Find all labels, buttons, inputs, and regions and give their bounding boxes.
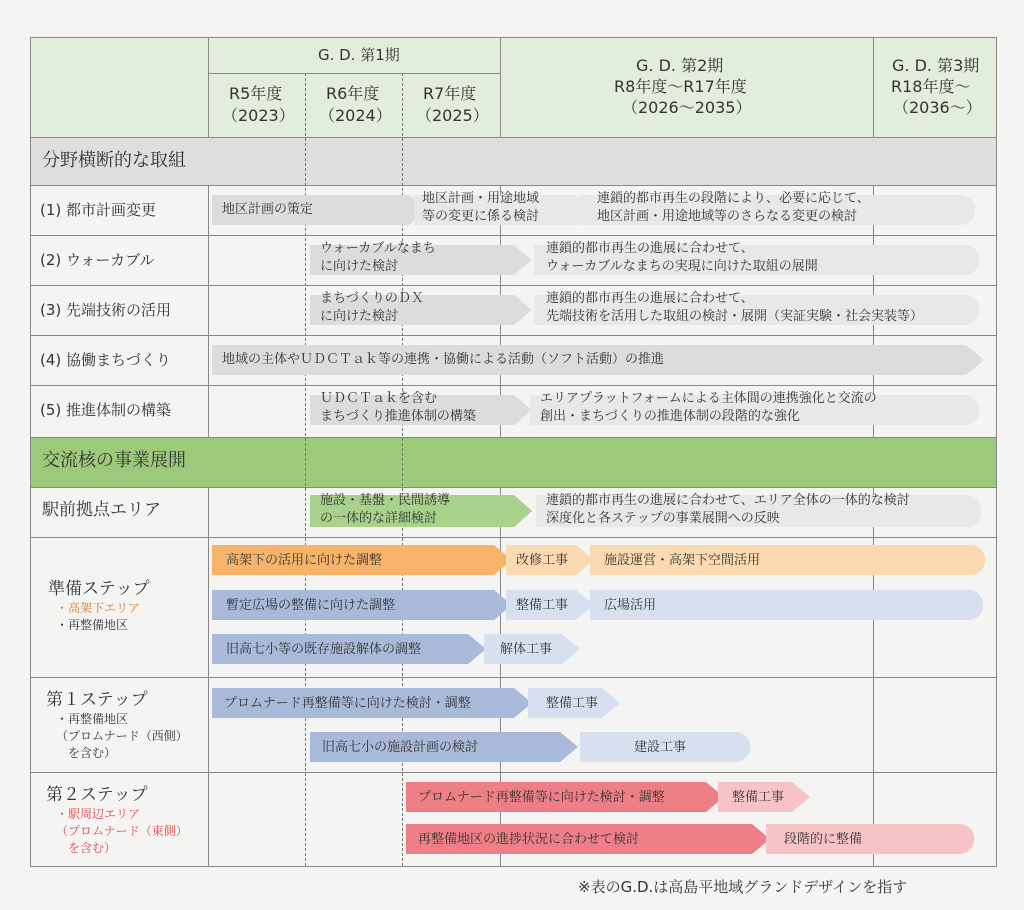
grid-line bbox=[30, 866, 997, 867]
grid-line bbox=[30, 285, 997, 286]
gd2-years: R8年度～R17年度 bbox=[614, 77, 747, 96]
r5-label: R5年度 bbox=[229, 84, 283, 103]
grid-line bbox=[30, 335, 997, 336]
bar-label: 等の変更に係る検討 bbox=[422, 209, 540, 224]
step-sub-prep-1: ・高架下エリア bbox=[56, 601, 141, 615]
bar-label: 創出・まちづくりの推進体制の段階的な強化 bbox=[540, 409, 800, 424]
grid-line bbox=[208, 487, 209, 866]
bar-label: の一体的な詳細検討 bbox=[320, 511, 438, 526]
bar-label: プロムナード再整備等に向けた検討・調整 bbox=[418, 790, 665, 805]
bar-label: ウォーカブルなまち bbox=[320, 241, 436, 256]
bar-label: まちづくり推進体制の構築 bbox=[320, 409, 476, 424]
grid-line bbox=[500, 37, 501, 137]
bar-label: 整備工事 bbox=[546, 696, 599, 711]
gd2-range: （2026～2035） bbox=[622, 98, 752, 117]
bar-label: 施設・基盤・民間誘導 bbox=[320, 493, 451, 508]
bar-label: に向けた検討 bbox=[320, 259, 399, 274]
step-title-prep: 準備ステップ bbox=[48, 579, 150, 599]
grid-line bbox=[30, 37, 997, 38]
r6-label: R6年度 bbox=[326, 84, 380, 103]
grid-line bbox=[30, 677, 997, 678]
r7-year: （2025） bbox=[416, 106, 489, 125]
gd3-title: G. D. 第3期 bbox=[892, 56, 980, 75]
bar-label: 連鎖的都市再生の進展に合わせて、エリア全体の一体的な検討 bbox=[546, 493, 910, 508]
grid-line bbox=[30, 385, 997, 386]
grid-line bbox=[873, 487, 874, 866]
grid-line bbox=[30, 487, 997, 488]
bar-label: 連鎖的都市再生の進展に合わせて、 bbox=[546, 291, 754, 306]
bar-label: 解体工事 bbox=[500, 642, 553, 657]
r5-year: （2023） bbox=[222, 106, 295, 125]
gd3-years: R18年度～ bbox=[891, 77, 971, 96]
grid-line bbox=[996, 37, 997, 866]
bar-label: 地区計画・用途地域等のさらなる変更の検討 bbox=[597, 209, 858, 224]
gd3-range: （2036～） bbox=[893, 98, 982, 117]
bar-label: 改修工事 bbox=[516, 553, 569, 568]
grid-line bbox=[208, 73, 500, 74]
gd1-title: G. D. 第1期 bbox=[318, 46, 400, 64]
grid-line bbox=[208, 185, 209, 437]
bar-label: 深度化と各ステップの事業展開への反映 bbox=[546, 511, 780, 526]
footnote: ※表のG.D.は高島平地域グランドデザインを指す bbox=[578, 878, 908, 896]
step-sub-2b: （プロムナード（東側） bbox=[56, 824, 188, 838]
bar-label: 旧高七小の施設計画の検討 bbox=[322, 740, 479, 755]
bar-label: 地域の主体やＵＤＣＴａｋ等の連携・協働による活動（ソフト活動）の推進 bbox=[222, 352, 665, 367]
bar-label: 地区計画の策定 bbox=[222, 202, 314, 217]
bar-label: 整備工事 bbox=[516, 598, 569, 613]
bar-label: 暫定広場の整備に向けた調整 bbox=[226, 598, 396, 613]
grid-line bbox=[208, 37, 209, 137]
bar-label: 連鎖的都市再生の進展に合わせて、 bbox=[546, 241, 754, 256]
step-sub-1a: ・再整備地区 bbox=[56, 712, 129, 726]
grid-line bbox=[30, 772, 997, 773]
section-title-hub: 交流核の事業展開 bbox=[42, 450, 186, 471]
grid-line bbox=[30, 235, 997, 236]
row-label-collab: (4) 協働まちづくり bbox=[40, 351, 171, 369]
grid-dash bbox=[305, 73, 306, 866]
r7-label: R7年度 bbox=[423, 84, 477, 103]
step-sub-1b: （プロムナード（西側） bbox=[56, 729, 188, 743]
step-sub-2a: ・駅周辺エリア bbox=[56, 807, 141, 821]
bar-label: 段階的に整備 bbox=[784, 832, 863, 847]
grid-line bbox=[873, 37, 874, 137]
grid-line bbox=[30, 437, 997, 438]
bar-label: まちづくりのＤＸ bbox=[320, 291, 424, 306]
row-label-tech: (3) 先端技術の活用 bbox=[40, 301, 172, 319]
row-label-urban-plan: (1) 都市計画変更 bbox=[40, 201, 157, 219]
table-header bbox=[30, 37, 997, 137]
bar-label: 広場活用 bbox=[604, 598, 657, 613]
bar-label: プロムナード再整備等に向けた検討・調整 bbox=[224, 696, 471, 711]
r6-year: （2024） bbox=[319, 106, 392, 125]
bar-label: 高架下の活用に向けた調整 bbox=[226, 553, 383, 568]
bar-label: 地区計画・用途地域 bbox=[422, 191, 540, 206]
row-label-station: 駅前拠点エリア bbox=[42, 500, 161, 520]
grid-line bbox=[30, 185, 997, 186]
grid-line bbox=[30, 37, 31, 866]
grid-line bbox=[30, 537, 997, 538]
gd2-title: G. D. 第2期 bbox=[636, 56, 724, 75]
grid-line bbox=[30, 137, 997, 138]
bar-label: に向けた検討 bbox=[320, 309, 399, 324]
row-label-structure: (5) 推進体制の構築 bbox=[40, 401, 172, 419]
step-title-2: 第２ステップ bbox=[46, 785, 148, 805]
bar-label: 建設工事 bbox=[634, 740, 687, 755]
row-label-walkable: (2) ウォーカブル bbox=[40, 251, 155, 269]
bar-label: 先端技術を活用した取組の検討・展開（実証実験・社会実装等） bbox=[546, 309, 924, 324]
section-title-cross: 分野横断的な取組 bbox=[42, 150, 186, 171]
step-title-1: 第１ステップ bbox=[46, 690, 148, 710]
bar-label: 整備工事 bbox=[732, 790, 785, 805]
step-sub-2c: を含む） bbox=[68, 841, 117, 855]
bar-label: ＵＤＣＴａｋを含む bbox=[320, 391, 438, 406]
step-sub-prep-2: ・再整備地区 bbox=[56, 618, 129, 632]
bar-label: エリアプラットフォームによる主体間の連携強化と交流の bbox=[540, 391, 877, 406]
bar-label: 再整備地区の進捗状況に合わせて検討 bbox=[418, 832, 640, 847]
bar-label: ウォーカブルなまちの実現に向けた取組の展開 bbox=[546, 259, 818, 274]
bar-label: 連鎖的都市再生の段階により、必要に応じて、 bbox=[597, 191, 870, 206]
bar-label: 施設運営・高架下空間活用 bbox=[604, 553, 761, 568]
bar-label: 旧高七小等の既存施設解体の調整 bbox=[226, 642, 422, 657]
step-sub-1c: を含む） bbox=[68, 746, 117, 760]
